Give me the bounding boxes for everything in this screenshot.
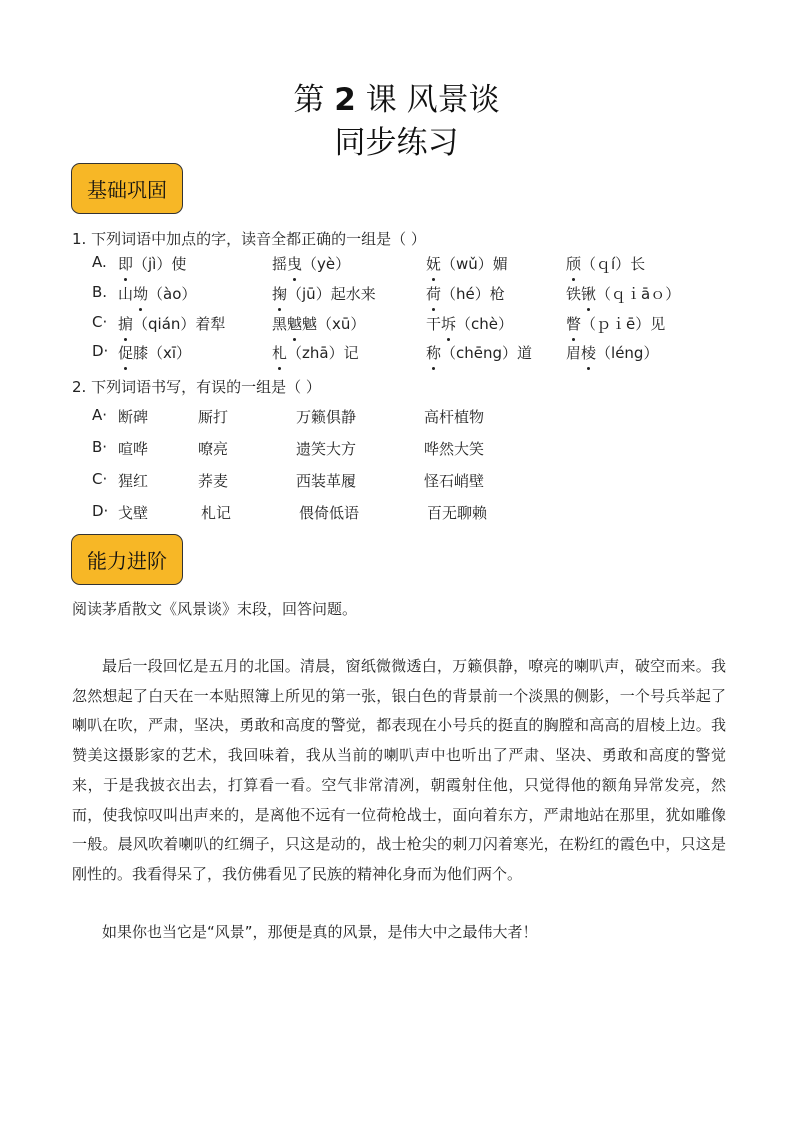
q2-option-word: 荞麦 — [198, 472, 229, 490]
item-text: （ｐｉē）见 — [581, 315, 666, 333]
dotted-character: 称 — [426, 344, 442, 362]
q1-option-letter: C· — [92, 313, 108, 331]
item-text: （hé）枪 — [441, 285, 505, 303]
q1-option-item — [566, 313, 665, 334]
q1-option-item — [426, 283, 505, 304]
item-text: （zhā）记 — [287, 344, 359, 362]
dotted-character: 掮 — [118, 315, 134, 333]
section-badge-advanced — [71, 534, 183, 585]
item-text: （chè） — [456, 315, 514, 333]
item-text: （ｑｉāｏ） — [596, 285, 681, 303]
q1-option-item — [426, 342, 532, 363]
q1-option-item — [426, 313, 513, 334]
item-text: （wǔ）媚 — [441, 255, 508, 273]
dotted-character: 荷 — [426, 285, 442, 303]
dotted-character: 魆 — [287, 315, 303, 333]
q1-option-item — [118, 283, 196, 304]
item-text: 眉 — [566, 344, 582, 362]
item-text: （ào） — [148, 285, 197, 303]
q2-option-word: 百无聊赖 — [427, 504, 488, 522]
dotted-character: 锹 — [581, 285, 597, 303]
section-badge-basic — [71, 163, 183, 214]
q1-option-item — [272, 313, 365, 334]
item-text: （chēng）道 — [441, 344, 533, 362]
q2-option-letter: A· — [92, 406, 108, 424]
question-2-stem: 2. 下列词语书写，有误的一组是（ ） — [72, 378, 321, 396]
q2-option-word: 喧哗 — [118, 440, 149, 458]
item-text: 铁 — [566, 285, 582, 303]
q1-option-item — [566, 253, 645, 274]
q1-option-item — [272, 342, 359, 363]
dotted-character: 棱 — [581, 344, 597, 362]
q1-option-item — [272, 283, 376, 304]
dotted-character: 札 — [272, 344, 288, 362]
item-text: 摇 — [272, 255, 288, 273]
q1-option-item — [118, 342, 191, 363]
page-subtitle: 同步练习 — [334, 125, 459, 161]
dotted-character: 掬 — [272, 285, 288, 303]
q2-option-letter: B· — [92, 438, 108, 456]
q1-option-item — [272, 253, 350, 274]
q2-option-word: 西装革履 — [296, 472, 357, 490]
passage-final-line: 如果你也当它是“风景”，那便是真的风景，是伟大中之最伟大者！ — [102, 923, 538, 941]
dotted-character: 坳 — [133, 285, 149, 303]
question-1-stem: 1. 下列词语中加点的字，读音全都正确的一组是（ ） — [72, 230, 426, 248]
reading-intro: 阅读茅盾散文《风景谈》末段，回答问题。 — [72, 600, 358, 618]
section-badge-label: 基础巩固 — [87, 178, 167, 202]
item-text: 魆（xū） — [302, 315, 366, 333]
item-text: （ｑí）长 — [581, 255, 646, 273]
q2-option-word: 偎倚低语 — [299, 504, 360, 522]
q2-option-word: 戈壁 — [118, 504, 149, 522]
dotted-character: 瞥 — [566, 315, 582, 333]
q2-option-letter: D· — [92, 502, 109, 520]
item-text: （léng） — [596, 344, 659, 362]
item-text: 干 — [426, 315, 442, 333]
q2-option-word: 札记 — [201, 504, 232, 522]
q1-option-item — [118, 253, 186, 274]
dotted-character: 颀 — [566, 255, 582, 273]
q2-option-word: 遗笑大方 — [296, 440, 357, 458]
item-text: （jū）起水来 — [287, 285, 376, 303]
q1-option-item — [426, 253, 508, 274]
item-text: （jì）使 — [133, 255, 187, 273]
q2-option-word: 嘹亮 — [198, 440, 229, 458]
passage-paragraph: 最后一段回忆是五月的北国。清晨，窗纸微微透白，万籁俱静，嘹亮的喇叭声，破空而来。我忽然想起了白天在一本贴照簿上所见的第一张，银白色的背景前一个淡黑的侧影，一个号兵举起了喇叭在吹，严肃，坚决，勇敢和高度的警觉，都表现在小号兵的挺直的胸膛和高高的眉棱上边。我赞美这摄影家的艺术，我回味着，我从当前的喇叭声中也听出了严肃、坚决、勇敢和高度的警觉来，于是我披衣出去，打算看一看。空气非常清冽，朝霞射住他，只觉得他的额角异常发亮，然而，使我惊叹叫出声来的，是离他不远有一位荷枪战士，面向着东方，严肃地站在那里，犹如雕像一般。晨风吹着喇叭的红绸子，只这是动的，战士枪尖的刺刀闪着寒光，在粉红的霞色中，只这是刚性的。我看得呆了，我仿佛看见了民族的精神化身而为他们两个。 — [72, 657, 726, 883]
dotted-character: 曳 — [287, 255, 303, 273]
q1-option-letter: A. — [92, 253, 107, 271]
reading-passage — [72, 652, 726, 890]
q2-option-word: 万籁俱静 — [296, 408, 357, 426]
q2-option-word: 厮打 — [198, 408, 229, 426]
q1-option-item — [118, 313, 225, 334]
dotted-character: 妩 — [426, 255, 442, 273]
q1-option-item — [566, 283, 680, 304]
q2-option-word: 怪石峭壁 — [424, 472, 485, 490]
item-text: （qián）着犁 — [133, 315, 226, 333]
q2-option-letter: C· — [92, 470, 108, 488]
item-text: 黑 — [272, 315, 288, 333]
section-badge-label: 能力进阶 — [87, 549, 167, 573]
dotted-character: 即 — [118, 255, 134, 273]
q1-option-letter: B. — [92, 283, 108, 301]
item-text: （yè） — [302, 255, 351, 273]
item-text: 膝（xī） — [133, 344, 192, 362]
dotted-character: 促 — [118, 344, 134, 362]
q1-option-item — [566, 342, 658, 363]
q1-option-letter: D· — [92, 342, 109, 360]
q2-option-word: 猩红 — [118, 472, 149, 490]
item-text: 山 — [118, 285, 134, 303]
dotted-character: 坼 — [441, 315, 457, 333]
page-title: 第 2 课 风景谈 — [293, 82, 500, 118]
q2-option-word: 哗然大笑 — [424, 440, 485, 458]
q2-option-word: 断碑 — [118, 408, 149, 426]
q2-option-word: 高杆植物 — [424, 408, 485, 426]
